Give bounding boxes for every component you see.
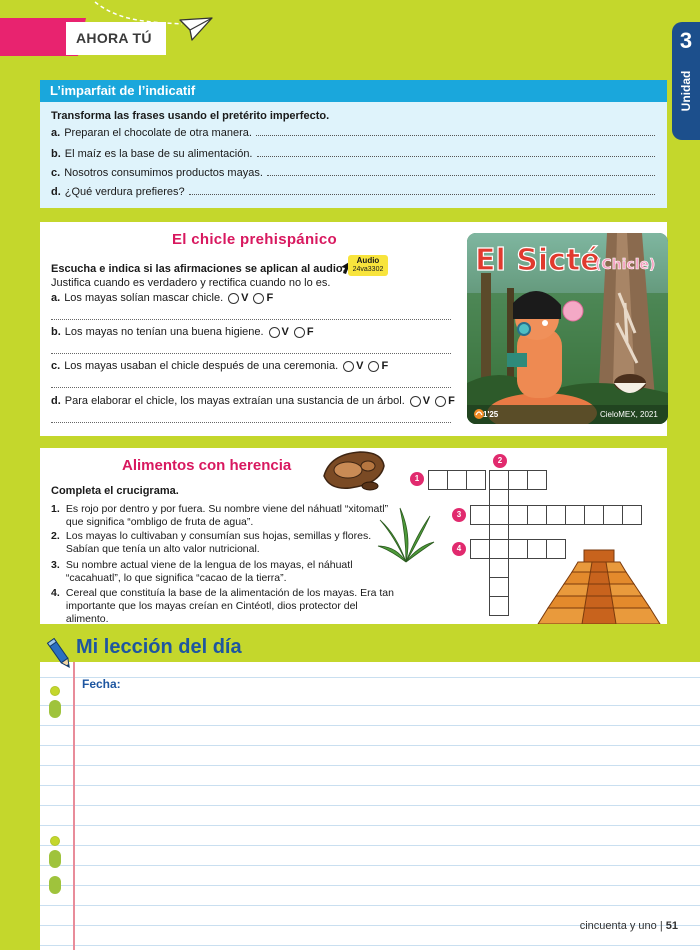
item-label: a. — [51, 292, 61, 304]
crossword-cell[interactable] — [565, 505, 585, 525]
answer-line[interactable] — [51, 386, 451, 388]
poster-subtitle: (Chicle) — [595, 257, 656, 273]
notebook-area[interactable] — [40, 662, 700, 950]
leccion-title: Mi lección del día — [76, 636, 242, 658]
alimentos-title: Alimentos con herencia — [122, 457, 292, 474]
chicle-title: El chicle prehispánico — [172, 231, 337, 248]
item-text: Los mayas solían mascar chicle. — [64, 292, 224, 304]
true-false-item — [51, 395, 455, 407]
option-false[interactable]: F — [253, 292, 273, 304]
item-text: ¿Qué verdura prefieres? — [64, 186, 185, 198]
item-text: Preparan el chocolate de otra manera. — [64, 127, 252, 139]
fecha-label: Fecha: — [82, 677, 121, 691]
video-credit: CieloMEX, 2021 — [600, 410, 658, 419]
crossword-cell[interactable] — [428, 470, 448, 490]
binder-hole — [50, 686, 60, 696]
clue-text: Los mayas lo cultivaban y consumían sus hojas, semillas y flores. Sabían que tenía un alto valor nutricional. — [65, 530, 372, 555]
unit-tab — [672, 22, 700, 140]
item-text: Los mayas usaban el chicle después de una ceremonia. — [64, 360, 339, 372]
video-poster[interactable] — [467, 233, 668, 424]
clue-number: 2. — [51, 530, 60, 542]
notebook-margin-line — [73, 662, 75, 950]
unit-number: 3 — [679, 28, 693, 53]
clue-number: 4. — [51, 587, 60, 599]
answer-line[interactable] — [256, 127, 655, 136]
pyramid-icon — [534, 548, 664, 624]
crossword-cell[interactable] — [527, 505, 547, 525]
item-label: d. — [51, 186, 61, 198]
imparfait-card — [40, 80, 667, 208]
crossword-clue — [51, 559, 401, 585]
crossword-cell[interactable] — [489, 470, 509, 490]
section-banner: AHORA TÚ — [66, 22, 166, 55]
video-duration: 1'25 — [483, 410, 499, 419]
option-true[interactable]: V — [269, 326, 289, 338]
item-label: c. — [51, 167, 61, 179]
crossword-clue — [51, 503, 401, 529]
audio-code: 24va3302 — [352, 266, 384, 273]
crossword-cell[interactable] — [489, 596, 509, 616]
answer-line[interactable] — [189, 186, 655, 195]
crossword-cell[interactable] — [546, 539, 566, 559]
answer-line[interactable] — [51, 352, 451, 354]
true-false-item — [51, 360, 388, 372]
footer-text: cincuenta y uno | — [579, 920, 663, 932]
item-label: d. — [51, 395, 61, 407]
crossword-cell[interactable] — [489, 505, 509, 525]
exercise-item[interactable] — [51, 167, 655, 179]
clue-number: 3. — [51, 559, 60, 571]
clue-text: Es rojo por dentro y por fuera. Su nombre viene del náhuatl “xitomatl” que significa “ombligo de fruta de agua”. — [65, 503, 389, 528]
page-number: 51 — [665, 920, 678, 932]
paper-plane-icon — [178, 16, 214, 42]
crossword-cell[interactable] — [489, 558, 509, 578]
audio-label: Audio — [356, 256, 380, 265]
crossword-cell[interactable] — [622, 505, 642, 525]
option-true[interactable]: V — [228, 292, 248, 304]
item-label: b. — [51, 326, 61, 338]
poster-title: El Sicté — [475, 243, 601, 278]
chicle-instruction: Escucha e indica si las afirmaciones se aplican al audio. — [51, 263, 346, 275]
clue-number: 1. — [51, 503, 60, 515]
crossword-cell[interactable] — [508, 470, 528, 490]
crossword-number-2: 2 — [493, 454, 507, 468]
crossword-cell[interactable] — [584, 505, 604, 525]
option-true[interactable]: V — [343, 360, 363, 372]
binder-hole — [50, 836, 60, 846]
crossword-cell[interactable] — [489, 577, 509, 597]
poster-illustration — [467, 233, 668, 424]
crossword-cell[interactable] — [527, 470, 547, 490]
crossword-cell[interactable] — [603, 505, 623, 525]
item-text: El maíz es la base de su alimentación. — [64, 148, 253, 160]
answer-line[interactable] — [267, 167, 655, 176]
item-text: Nosotros consumimos productos mayas. — [64, 167, 263, 179]
leaf-icon — [376, 506, 436, 564]
crossword-cell[interactable] — [508, 505, 528, 525]
alimentos-instruction: Completa el crucigrama. — [51, 485, 179, 497]
crossword-clue — [51, 530, 401, 556]
item-label: b. — [51, 148, 61, 160]
clue-text: Cereal que constituía la base de la alimentación de los mayas. Era tan importante que los mayas creían en Cintéotl, dios protector del alimento. — [65, 587, 394, 624]
binder-ring — [49, 876, 61, 894]
binder-ring — [49, 850, 61, 868]
crossword-number-4: 4 — [452, 542, 466, 556]
crossword-cell[interactable] — [527, 539, 547, 559]
item-label: c. — [51, 360, 61, 372]
crossword-number-3: 3 — [452, 508, 466, 522]
answer-line[interactable] — [257, 148, 656, 157]
answer-line[interactable] — [51, 421, 451, 423]
crossword-cell[interactable] — [466, 470, 486, 490]
crossword-cell[interactable] — [489, 539, 509, 559]
page-footer — [580, 920, 678, 932]
crossword-number-1: 1 — [410, 472, 424, 486]
item-label: a. — [51, 127, 61, 139]
exercise-item[interactable] — [51, 127, 655, 139]
option-false[interactable]: F — [294, 326, 314, 338]
binder-ring — [49, 700, 61, 718]
clue-text: Su nombre actual viene de la lengua de los mayas, el náhuatl “cacahuatl”, lo que significa “cacao de la tierra”. — [65, 559, 353, 584]
alimentos-card — [40, 448, 667, 624]
imparfait-header: L’imparfait de l’indicatif — [40, 80, 667, 102]
answer-line[interactable] — [51, 318, 451, 320]
audio-badge[interactable] — [348, 255, 388, 276]
option-false[interactable]: F — [435, 395, 455, 407]
true-false-item — [51, 292, 273, 304]
pencil-icon — [46, 636, 74, 672]
crossword-cell[interactable] — [470, 505, 490, 525]
crossword-cell[interactable] — [447, 470, 467, 490]
imparfait-instruction: Transforma las frases usando el pretérito imperfecto. — [51, 110, 330, 122]
exercise-item[interactable] — [51, 148, 655, 160]
option-false[interactable]: F — [368, 360, 388, 372]
option-true[interactable]: V — [410, 395, 430, 407]
item-text: Los mayas no tenían una buena higiene. — [64, 326, 264, 338]
cacao-pod-icon — [320, 448, 388, 494]
crossword-clue — [51, 587, 401, 624]
crossword-cell[interactable] — [470, 539, 490, 559]
item-text: Para elaborar el chicle, los mayas extraían una sustancia de un árbol. — [64, 395, 405, 407]
exercise-item[interactable] — [51, 186, 655, 198]
true-false-item — [51, 326, 314, 338]
crossword-cell[interactable] — [546, 505, 566, 525]
crossword-cell[interactable] — [508, 539, 528, 559]
chicle-instruction-2: Justifica cuando es verdadero y rectifica cuando no lo es. — [51, 277, 331, 289]
unit-label: Unidad — [679, 70, 693, 112]
